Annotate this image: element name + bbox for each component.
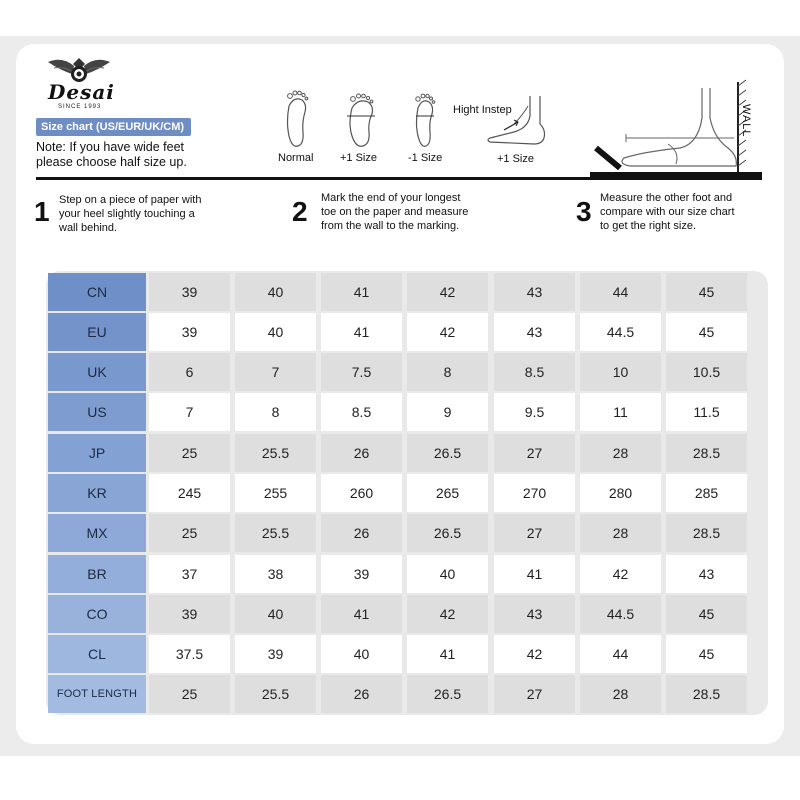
- table-cell: 25: [149, 434, 230, 472]
- table-cell: 28.5: [666, 514, 747, 552]
- step-2-line-3: from the wall to the marking.: [321, 220, 460, 232]
- table-cell: 8: [407, 353, 488, 391]
- table-cell: 43: [666, 555, 747, 593]
- table-cell: 8.5: [494, 353, 575, 391]
- step-1-line-3: wall behind.: [59, 222, 118, 234]
- table-cell: 25: [149, 514, 230, 552]
- table-row: [48, 273, 748, 311]
- table-cell: 39: [149, 313, 230, 351]
- table-cell: 39: [235, 635, 316, 673]
- table-cell: 43: [494, 595, 575, 633]
- table-row: [48, 514, 748, 552]
- table-cell: 37: [149, 555, 230, 593]
- table-cell: 245: [149, 474, 230, 512]
- table-row: [48, 555, 748, 593]
- step-1-text: [59, 193, 201, 235]
- table-cell: 28: [580, 434, 661, 472]
- step-1-line-1: Step on a piece of paper with: [59, 194, 202, 206]
- table-row: [48, 595, 748, 633]
- table-cell: 28: [580, 514, 661, 552]
- row-header-eu: EU: [48, 313, 146, 351]
- row-header-foot-length: FOOT LENGTH: [48, 675, 146, 713]
- table-cell: 40: [321, 635, 402, 673]
- table-cell: 8: [235, 393, 316, 431]
- table-cell: 255: [235, 474, 316, 512]
- table-cell: 285: [666, 474, 747, 512]
- table-cell: 280: [580, 474, 661, 512]
- note-line-1: Note: If you have wide feet: [36, 140, 185, 154]
- step-3-line-2: compare with our size chart: [600, 206, 735, 218]
- table-row: [48, 353, 748, 391]
- table-cell: 43: [494, 273, 575, 311]
- table-cell: 27: [494, 434, 575, 472]
- table-cell: 26.5: [407, 434, 488, 472]
- table-row: [48, 635, 748, 673]
- table-cell: 44: [580, 635, 661, 673]
- narrow-foot-icon: [408, 92, 440, 150]
- table-row: [48, 313, 748, 351]
- table-row: [48, 474, 748, 512]
- table-cell: 40: [235, 313, 316, 351]
- step-1-line-2: your heel slightly touching a: [59, 208, 195, 220]
- table-cell: 43: [494, 313, 575, 351]
- row-header-co: CO: [48, 595, 146, 633]
- row-header-br: BR: [48, 555, 146, 593]
- table-cell: 9.5: [494, 393, 575, 431]
- header-divider: [36, 177, 762, 180]
- table-cell: 265: [407, 474, 488, 512]
- table-cell: 42: [494, 635, 575, 673]
- brand-since: SINCE 1993: [58, 104, 102, 110]
- table-cell: 44: [580, 273, 661, 311]
- table-cell: 7.5: [321, 353, 402, 391]
- table-cell: 25.5: [235, 434, 316, 472]
- table-cell: 26.5: [407, 514, 488, 552]
- table-row: [48, 434, 748, 472]
- table-cell: 26: [321, 434, 402, 472]
- table-cell: 41: [407, 635, 488, 673]
- table-cell: 42: [407, 313, 488, 351]
- minus-one-size-label: -1 Size: [408, 152, 443, 164]
- table-cell: 26: [321, 675, 402, 713]
- row-header-jp: JP: [48, 434, 146, 472]
- row-header-uk: UK: [48, 353, 146, 391]
- high-instep-foot-icon: [484, 94, 550, 150]
- table-cell: 40: [407, 555, 488, 593]
- table-cell: 6: [149, 353, 230, 391]
- table-cell: 42: [407, 273, 488, 311]
- step-2-number: 2: [292, 196, 308, 227]
- step-1-number: 1: [34, 196, 50, 227]
- table-cell: 28: [580, 675, 661, 713]
- table-cell: 7: [235, 353, 316, 391]
- step-2-line-1: Mark the end of your longest: [321, 192, 461, 204]
- table-cell: 10: [580, 353, 661, 391]
- wide-foot-icon: [344, 92, 378, 150]
- table-cell: 270: [494, 474, 575, 512]
- table-cell: 8.5: [321, 393, 402, 431]
- size-chart-badge: Size chart (US/EUR/UK/CM): [36, 118, 191, 136]
- table-cell: 9: [407, 393, 488, 431]
- table-cell: 39: [321, 555, 402, 593]
- table-cell: 25: [149, 675, 230, 713]
- table-cell: 260: [321, 474, 402, 512]
- table-cell: 40: [235, 595, 316, 633]
- row-header-cl: CL: [48, 635, 146, 673]
- step-3-line-1: Measure the other foot and: [600, 192, 733, 204]
- step-2-text: [321, 191, 468, 233]
- table-cell: 45: [666, 635, 747, 673]
- table-cell: 41: [321, 313, 402, 351]
- row-header-kr: KR: [48, 474, 146, 512]
- row-header-us: US: [48, 393, 146, 431]
- table-cell: 11: [580, 393, 661, 431]
- table-cell: 28.5: [666, 434, 747, 472]
- table-cell: 26.5: [407, 675, 488, 713]
- row-header-mx: MX: [48, 514, 146, 552]
- high-instep-title: Hight Instep: [453, 104, 512, 116]
- table-cell: 25.5: [235, 675, 316, 713]
- wide-feet-note: [36, 140, 236, 170]
- table-cell: 39: [149, 273, 230, 311]
- table-cell: 38: [235, 555, 316, 593]
- table-cell: 39: [149, 595, 230, 633]
- row-header-cn: CN: [48, 273, 146, 311]
- table-cell: 25.5: [235, 514, 316, 552]
- table-cell: 45: [666, 313, 747, 351]
- table-cell: 28.5: [666, 675, 747, 713]
- table-cell: 41: [321, 595, 402, 633]
- table-cell: 42: [580, 555, 661, 593]
- brand-name: Desai: [48, 80, 115, 104]
- normal-label: Normal: [278, 152, 314, 164]
- table-cell: 26: [321, 514, 402, 552]
- note-line-2: please choose half size up.: [36, 155, 187, 169]
- wall-label: WALL: [740, 104, 752, 138]
- table-cell: 45: [666, 595, 747, 633]
- step-3-text: [600, 191, 735, 233]
- plus-one-size-label: +1 Size: [340, 152, 377, 164]
- step-2-line-2: toe on the paper and measure: [321, 206, 469, 218]
- table-cell: 41: [321, 273, 402, 311]
- table-cell: 27: [494, 675, 575, 713]
- table-cell: 44.5: [580, 595, 661, 633]
- normal-foot-icon: [280, 88, 312, 150]
- table-cell: 45: [666, 273, 747, 311]
- table-cell: 40: [235, 273, 316, 311]
- table-cell: 37.5: [149, 635, 230, 673]
- table-cell: 7: [149, 393, 230, 431]
- table-cell: 42: [407, 595, 488, 633]
- wall-measurement-icon: [590, 78, 762, 182]
- table-cell: 27: [494, 514, 575, 552]
- step-3-line-3: to get the right size.: [600, 220, 696, 232]
- table-cell: 11.5: [666, 393, 747, 431]
- table-cell: 10.5: [666, 353, 747, 391]
- table-cell: 44.5: [580, 313, 661, 351]
- instep-plus-one-label: +1 Size: [497, 153, 534, 165]
- step-3-number: 3: [576, 196, 592, 227]
- table-row: [48, 393, 748, 431]
- table-row: [48, 675, 748, 713]
- table-cell: 41: [494, 555, 575, 593]
